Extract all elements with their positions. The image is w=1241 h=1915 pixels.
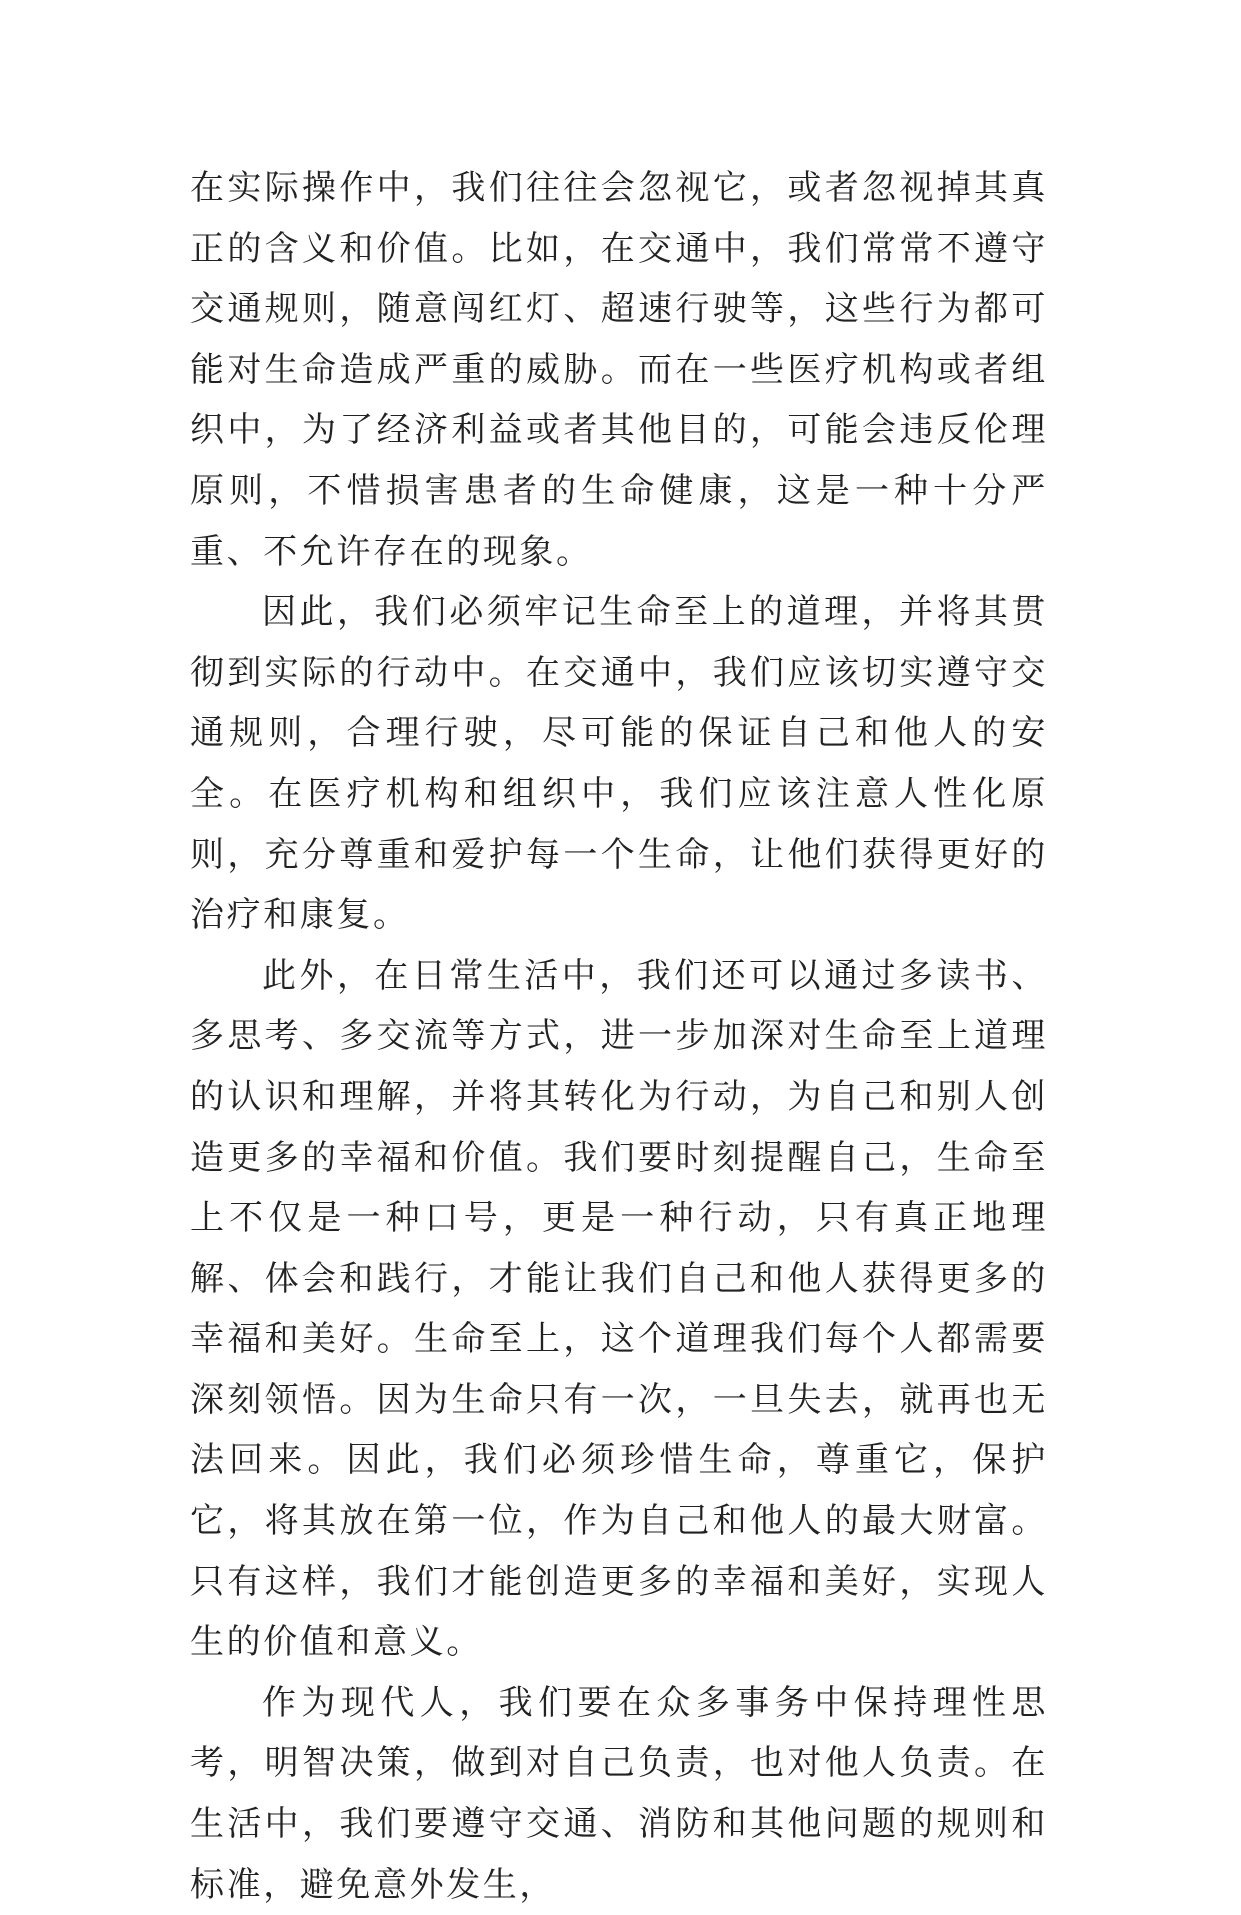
paragraph-1: 在实际操作中，我们往往会忽视它，或者忽视掉其真正的含义和价值。比如，在交通中，我们常常不遵守交通规则，随意闯红灯、超速行驶等，这些行为都可能对生命造成严重的威胁。而在一些医疗机构或者组织中，为了经济利益或者其他目的，可能会违反伦理原则，不惜损害患者的生命健康，这是一种十分严重、不允许存在的现象。: [190, 168, 1048, 572]
paragraph-2: 因此，我们必须牢记生命至上的道理，并将其贯彻到实际的行动中。在交通中，我们应该切实遵守交通规则，合理行驶，尽可能的保证自己和他人的安全。在医疗机构和组织中，我们应该注意人性化原则，充分尊重和爱护每一个生命，让他们获得更好的治疗和康复。: [190, 592, 1048, 936]
paragraph-3: 此外，在日常生活中，我们还可以通过多读书、多思考、多交流等方式，进一步加深对生命至上道理的认识和理解，并将其转化为行动，为自己和别人创造更多的幸福和价值。我们要时刻提醒自己，生命至上不仅是一种口号，更是一种行动，只有真正地理解、体会和践行，才能让我们自己和他人获得更多的幸福和美好。生命至上，这个道理我们每个人都需要深刻领悟。因为生命只有一次，一旦失去，就再也无法回来。因此，我们必须珍惜生命，尊重它，保护它，将其放在第一位，作为自己和他人的最大财富。只有这样，我们才能创造更多的幸福和美好，实现人生的价值和意义。: [190, 955, 1048, 1663]
paragraph-4: 作为现代人，我们要在众多事务中保持理性思考，明智决策，做到对自己负责，也对他人负责。在生活中，我们要遵守交通、消防和其他问题的规则和标准，避免意外发生，: [190, 1682, 1048, 1905]
document-body: [190, 158, 1048, 1915]
